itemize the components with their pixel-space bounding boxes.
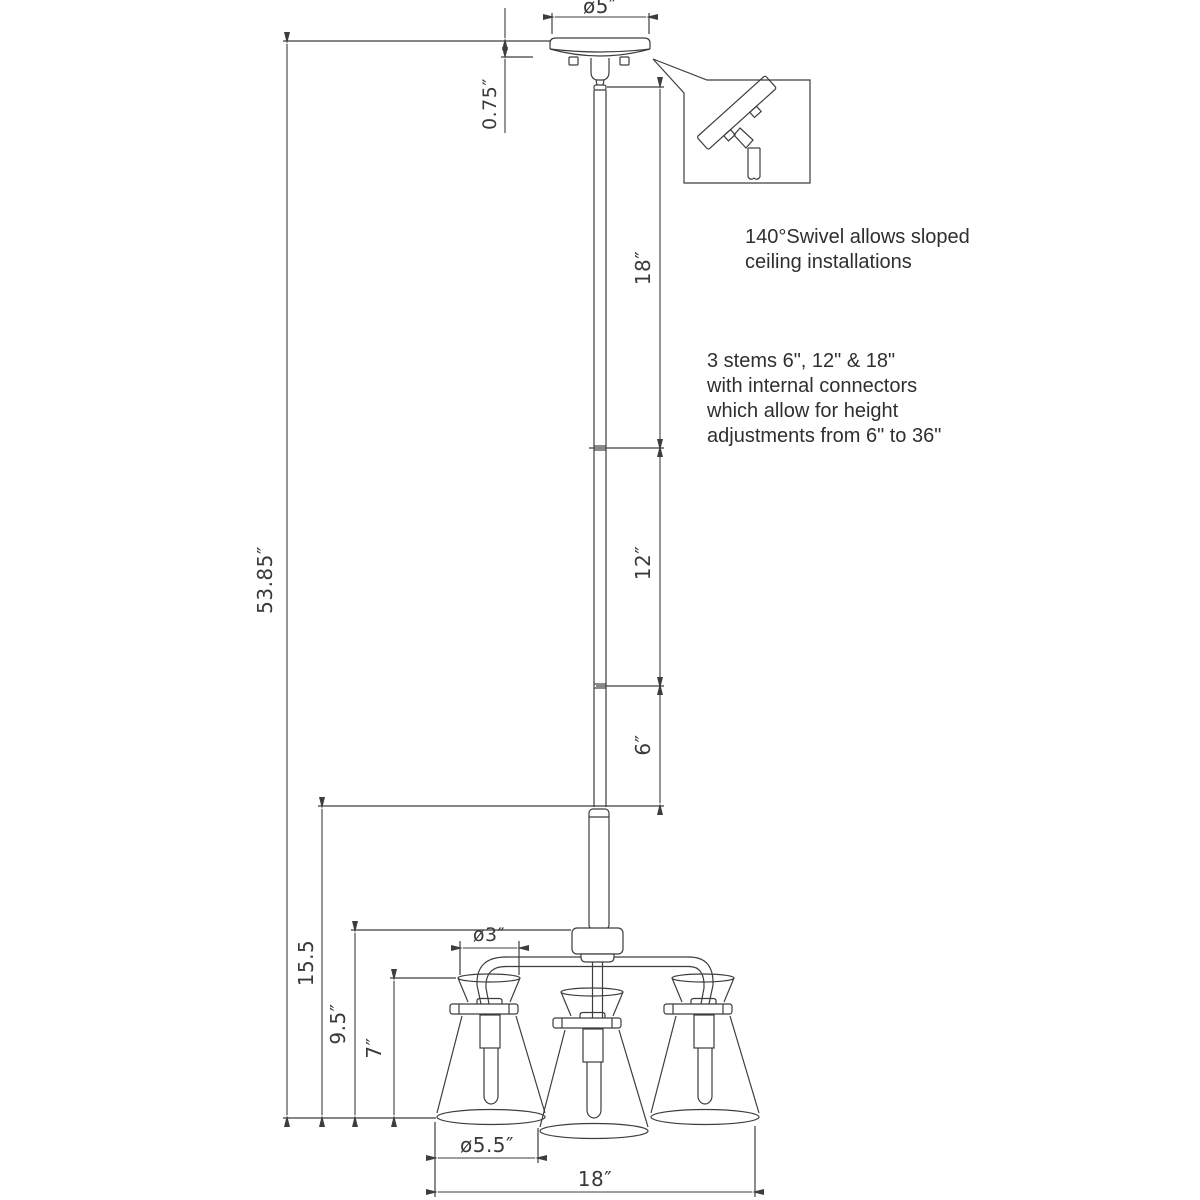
stems-note-line2: with internal connectors [707,375,918,397]
swivel-detail-inset [653,59,810,183]
inset-callout-box [653,59,810,183]
overall-height-label: 53.85″ [253,546,277,614]
stems-note-line3: which allow for height [707,400,899,422]
shade-assembly-height-label: 9.5″ [326,1003,350,1045]
shade-bottom-diameter-label: ø5.5″ [459,1133,515,1157]
shade-top-diameter-label: ø3″ [472,924,506,946]
canopy-screw-right [620,57,629,65]
swivel-joint [591,58,609,90]
fixture-height-label: 15.5 [294,939,318,987]
stem [589,90,609,929]
stem-upper-label: 18″ [631,250,655,286]
canopy [550,38,650,65]
hub-flange [581,954,614,962]
inset-tilted-canopy [697,76,781,155]
overall-width-label: 18″ [577,1167,613,1191]
swivel-note-line1: 140°Swivel allows sloped [745,226,970,248]
shade-height-label: 7″ [362,1037,386,1059]
extension-lines [283,13,755,1197]
glass-shade [437,974,545,1125]
light-bulb [484,1048,498,1104]
shade-top-rim [458,974,520,982]
stems-note-line1: 3 stems 6", 12" & 18" [707,350,896,372]
stem-collar [589,809,609,929]
glass-shade-center [540,988,648,1139]
inset-stem [748,148,760,179]
lamp-socket [480,1015,500,1048]
swivel-note-line2: ceiling installations [745,251,912,273]
canopy-screw-left [569,57,578,65]
left-arm [477,957,506,1004]
stem-lower-label: 6″ [631,734,655,756]
shade-fitter-ring [450,1004,518,1014]
glass-shade-right [651,974,759,1125]
stems-note [706,350,941,447]
canopy-height-label: 0.75″ [479,78,501,130]
swivel-note [745,226,970,273]
inset-swivel-socket [734,128,753,148]
stems-note-line4: adjustments from 6" to 36" [707,425,942,447]
stem-middle-label: 12″ [631,545,655,581]
canopy-diameter-label: ø5″ [583,0,617,18]
right-arm [689,957,713,1004]
shade-bottom-rim [437,1110,545,1125]
